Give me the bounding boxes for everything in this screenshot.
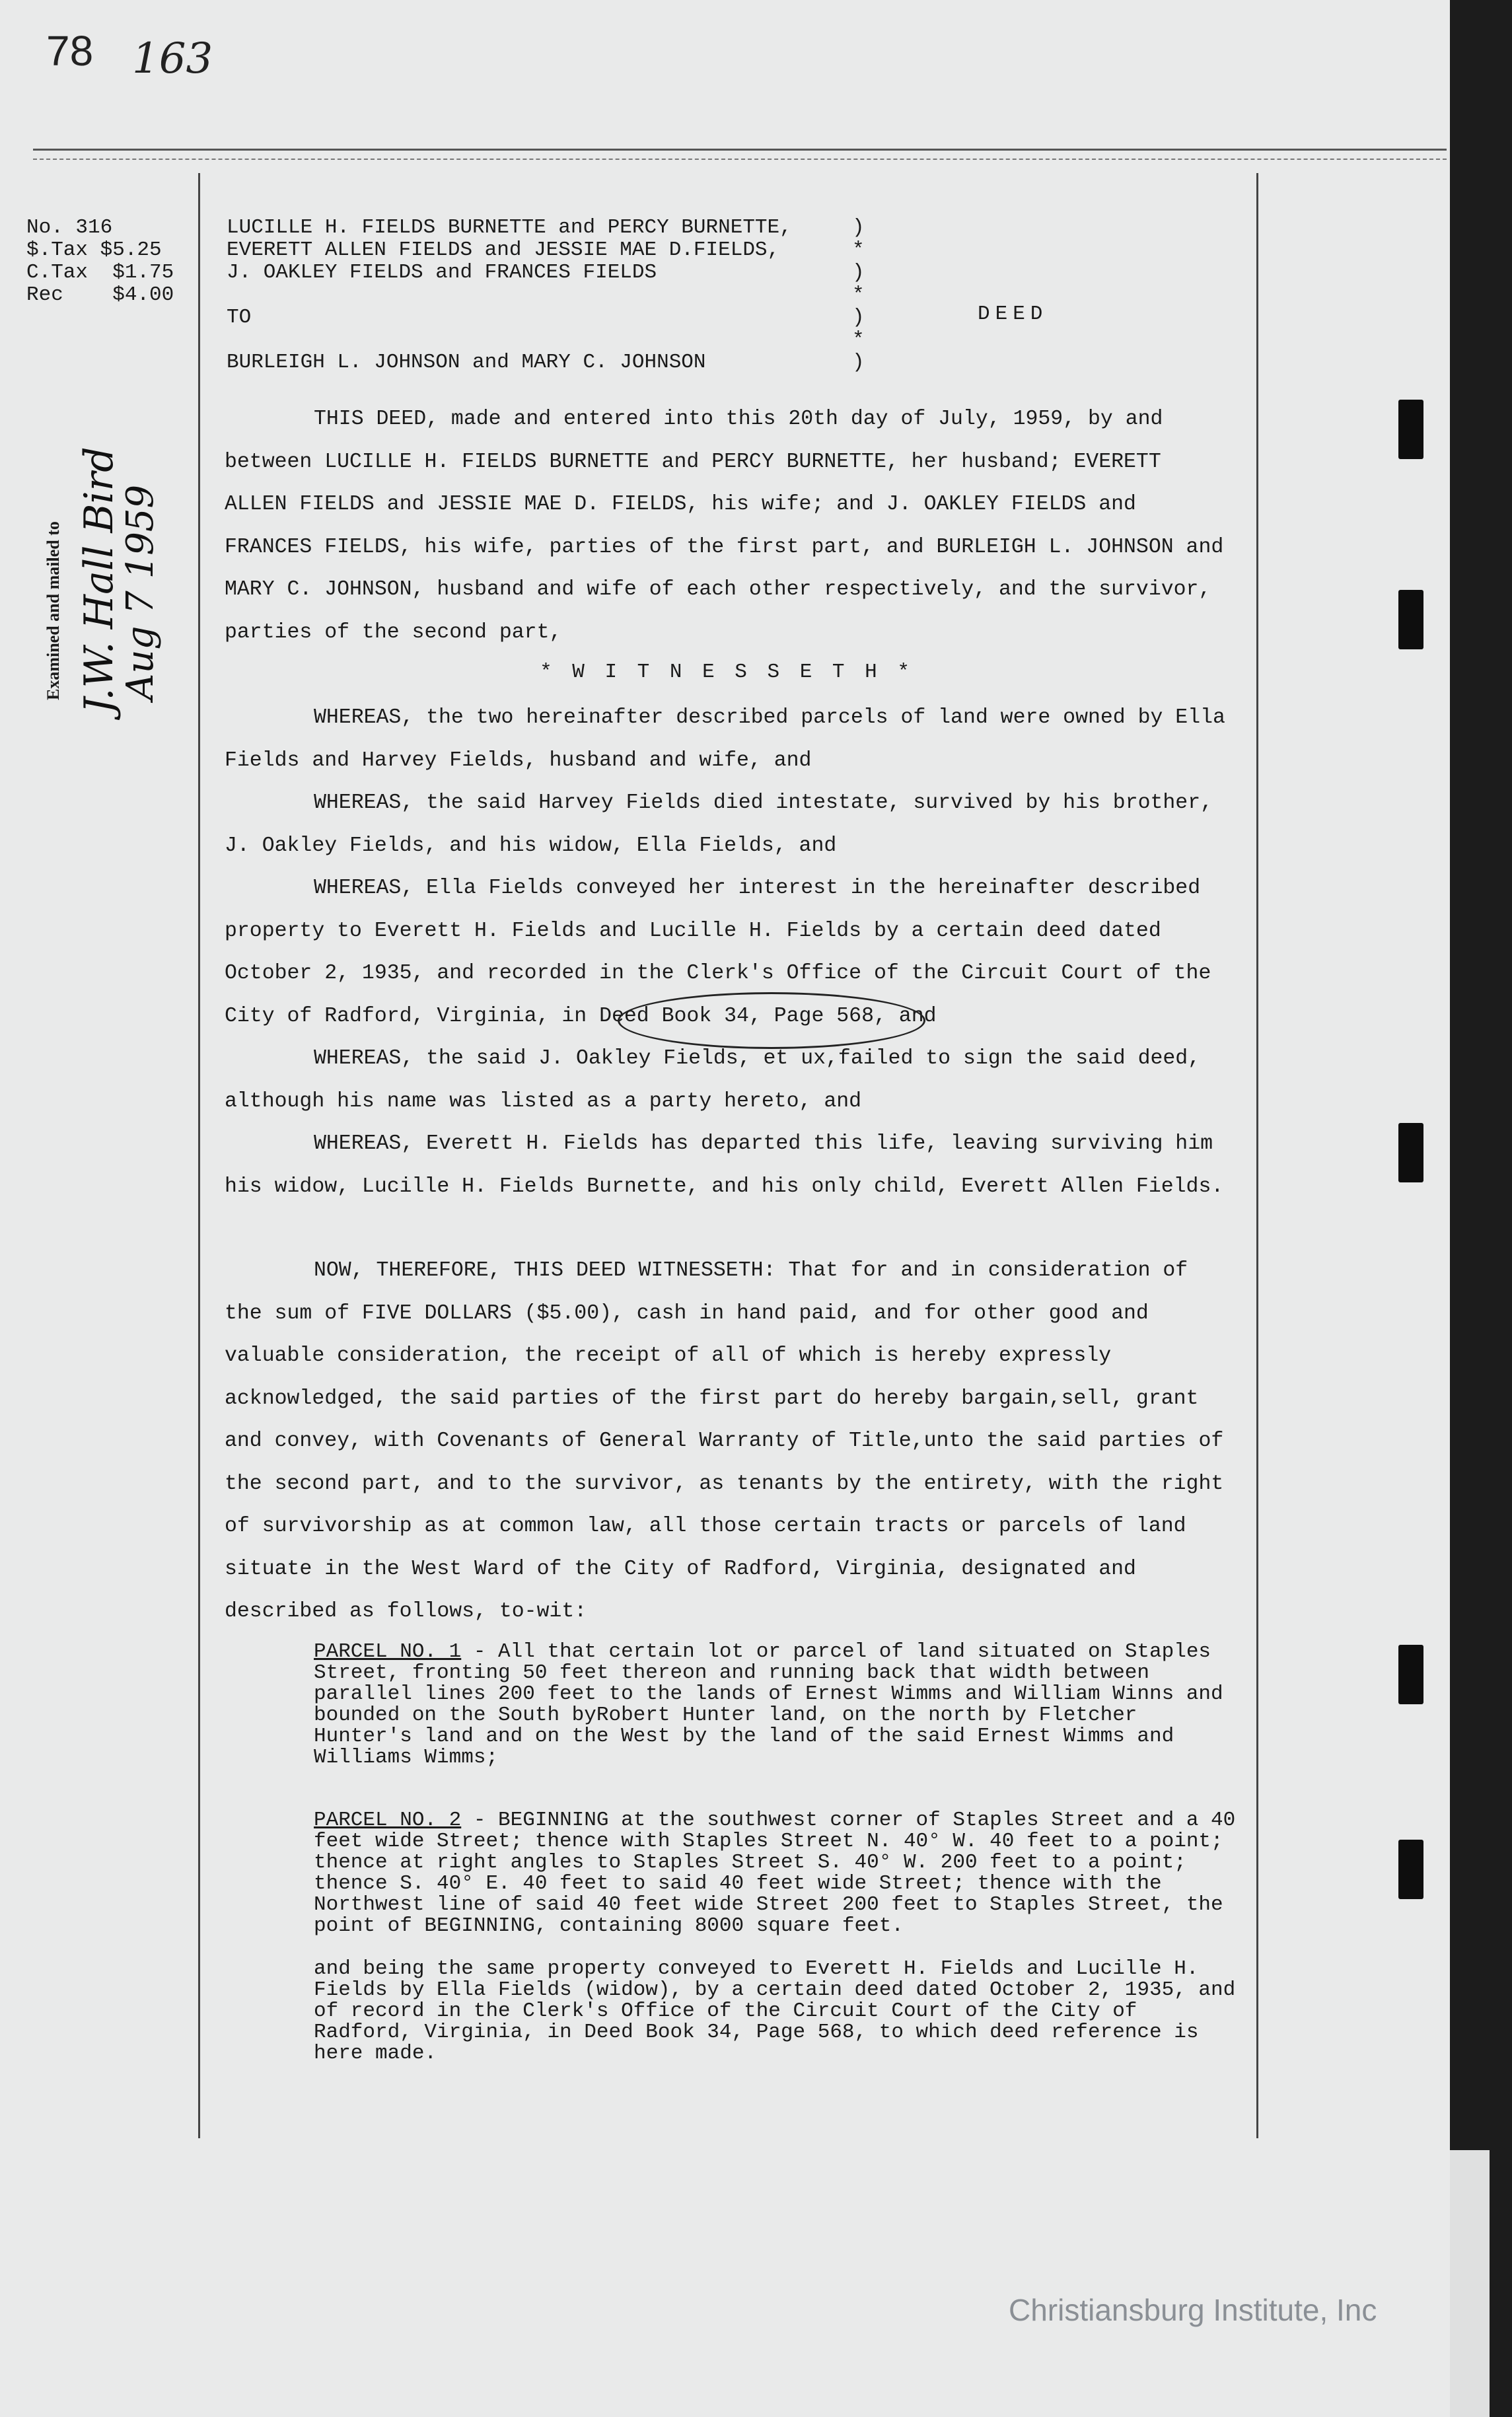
binder-tab <box>1398 590 1423 649</box>
parcel-1-description: - All that certain lot or parcel of land situated on Staples Street, fronting 50 feet thereon and running back that width between parallel lines 200 feet to the lands of Ernest Wimms and William Winns and bounded on the South byRobert Hunter land, on the north by Fletcher Hunter's land and on the West by the land of the said Ernest Wimms and Williams Wimms; <box>314 1640 1223 1769</box>
top-rule <box>33 149 1447 160</box>
binder-tab <box>1398 1123 1423 1182</box>
source-reference: and being the same property conveyed to Everett H. Fields and Lucille H. Fields by Ella Fields (widow), by a certain deed dated October 2, 1935, and of record in the Clerk's Office of the Circuit Court of the City of Radford, Virginia, in Deed Book 34, Page 568, to which deed reference is here made. <box>314 1957 1236 2065</box>
binder-tab <box>1398 400 1423 459</box>
right-margin-rule <box>1256 173 1258 2138</box>
left-margin-rule <box>198 173 200 2138</box>
recital-1: WHEREAS, the two hereinafter described parcels of land were owned by Ella Fields and Harvey Fields, husband and wife, and <box>225 706 1225 772</box>
recital-2: WHEREAS, the said Harvey Fields died intestate, survived by his brother, J. Oakley Fields, and his widow, Ella Fields, and <box>225 791 1213 857</box>
handwritten-circle <box>618 992 925 1049</box>
recital-4: WHEREAS, the said J. Oakley Fields, et ux,failed to sign the said deed, although his name was listed as a party hereto, and <box>225 1047 1201 1113</box>
fee-block: No. 316 $.Tax $5.25 C.Tax $1.75 Rec $4.00 <box>26 216 174 307</box>
document-type-title: DEED <box>978 303 1048 326</box>
handwritten-date: Aug 7 1959 <box>119 484 162 700</box>
handwritten-name: J.W. Hall Bird <box>76 447 122 713</box>
watermark: Christiansburg Institute, Inc <box>1009 2293 1377 2327</box>
page-edge <box>1450 2150 1490 2417</box>
circled-book-reference: Book 34, Page 568, <box>661 1004 886 1028</box>
recitals <box>225 697 1229 1208</box>
intro-paragraph <box>225 398 1229 654</box>
recital-5: WHEREAS, Everett H. Fields has departed this life, leaving surviving him his widow, Lucille H. Fields Burnette, and his only child, Everett Allen Fields. <box>225 1132 1224 1198</box>
parcel-2-description: - BEGINNING at the southwest corner of Staples Street and a 40 feet wide Street; thence with Staples Street N. 40° W. 40 feet to a point; thence at right angles to Staples Street S. 40° W. 200 feet to a point; thence S. 40° E. 40 feet to said 40 feet wide Street; thence with the Northwest line of said 40 feet wide Street 200 feet to Staples Street, the point of BEGINNING, containing 8000 square feet. <box>314 1809 1236 1937</box>
binder-tab <box>1398 1645 1423 1704</box>
witnesseth-heading: * W I T N E S S E T H * <box>540 661 914 684</box>
recital-3-end: and <box>898 1004 937 1028</box>
grant-text: NOW, THEREFORE, THIS DEED WITNESSETH: That for and in consideration of the sum of FIVE DOLLARS ($5.00), cash in hand paid, and for other good and valuable consideration, the receipt of all of which is hereby expressly acknowledged, the said parties of the first part do hereby bargain,sell, grant and convey, with Covenants of General Warranty of Title,unto the said parties of the second part, and to the survivor, as tenants by the entirety, with the right of survivorship as at common law, all those certain tracts or parcels of land situate in the West Ward of the City of Radford, Virginia, designated and described as follows, to-wit: <box>225 1259 1224 1623</box>
parcel-1-label: PARCEL NO. 1 <box>314 1640 462 1663</box>
caption-parties: LUCILLE H. FIELDS BURNETTE and PERCY BURNETTE, EVERETT ALLEN FIELDS and JESSIE MAE D.FIELDS, J. OAKLEY FIELDS and FRANCES FIELDS TO BURLEIGH L. JOHNSON and MARY C. JOHNSON <box>227 216 792 374</box>
recital-3-text: WHEREAS, Ella Fields conveyed her interest in the hereinafter described property to Everett H. Fields and Lucille H. Fields by a certain deed dated October 2, 1935, and recorded in the Clerk's Office of the Circuit Court of the City of Radford, Virginia, in Deed <box>225 877 1211 1028</box>
handwritten-page-number: 163 <box>132 34 213 83</box>
binder-tab <box>1398 1840 1423 1899</box>
parcel-2-label: PARCEL NO. 2 <box>314 1809 462 1832</box>
caption-brackets: ) * ) * ) * ) <box>852 216 865 374</box>
parcel-2 <box>314 1810 1239 1937</box>
page-number: 78 <box>46 27 94 75</box>
examined-stamp: Examined and mailed to <box>44 521 63 700</box>
intro-text: THIS DEED, made and entered into this 20th day of July, 1959, by and between LUCILLE H. FIELDS BURNETTE and PERCY BURNETTE, her husband; EVERETT ALLEN FIELDS and JESSIE MAE D. FIELDS, his wife; and J. OAKLEY FIELDS and FRANCES FIELDS, his wife, parties of the first part, and BURLEIGH L. JOHNSON and MARY C. JOHNSON, husband and wife of each other respectively, and the survivor, parties of the second part, <box>225 408 1224 644</box>
parcel-1 <box>314 1641 1239 1768</box>
granting-clause <box>225 1250 1229 1634</box>
